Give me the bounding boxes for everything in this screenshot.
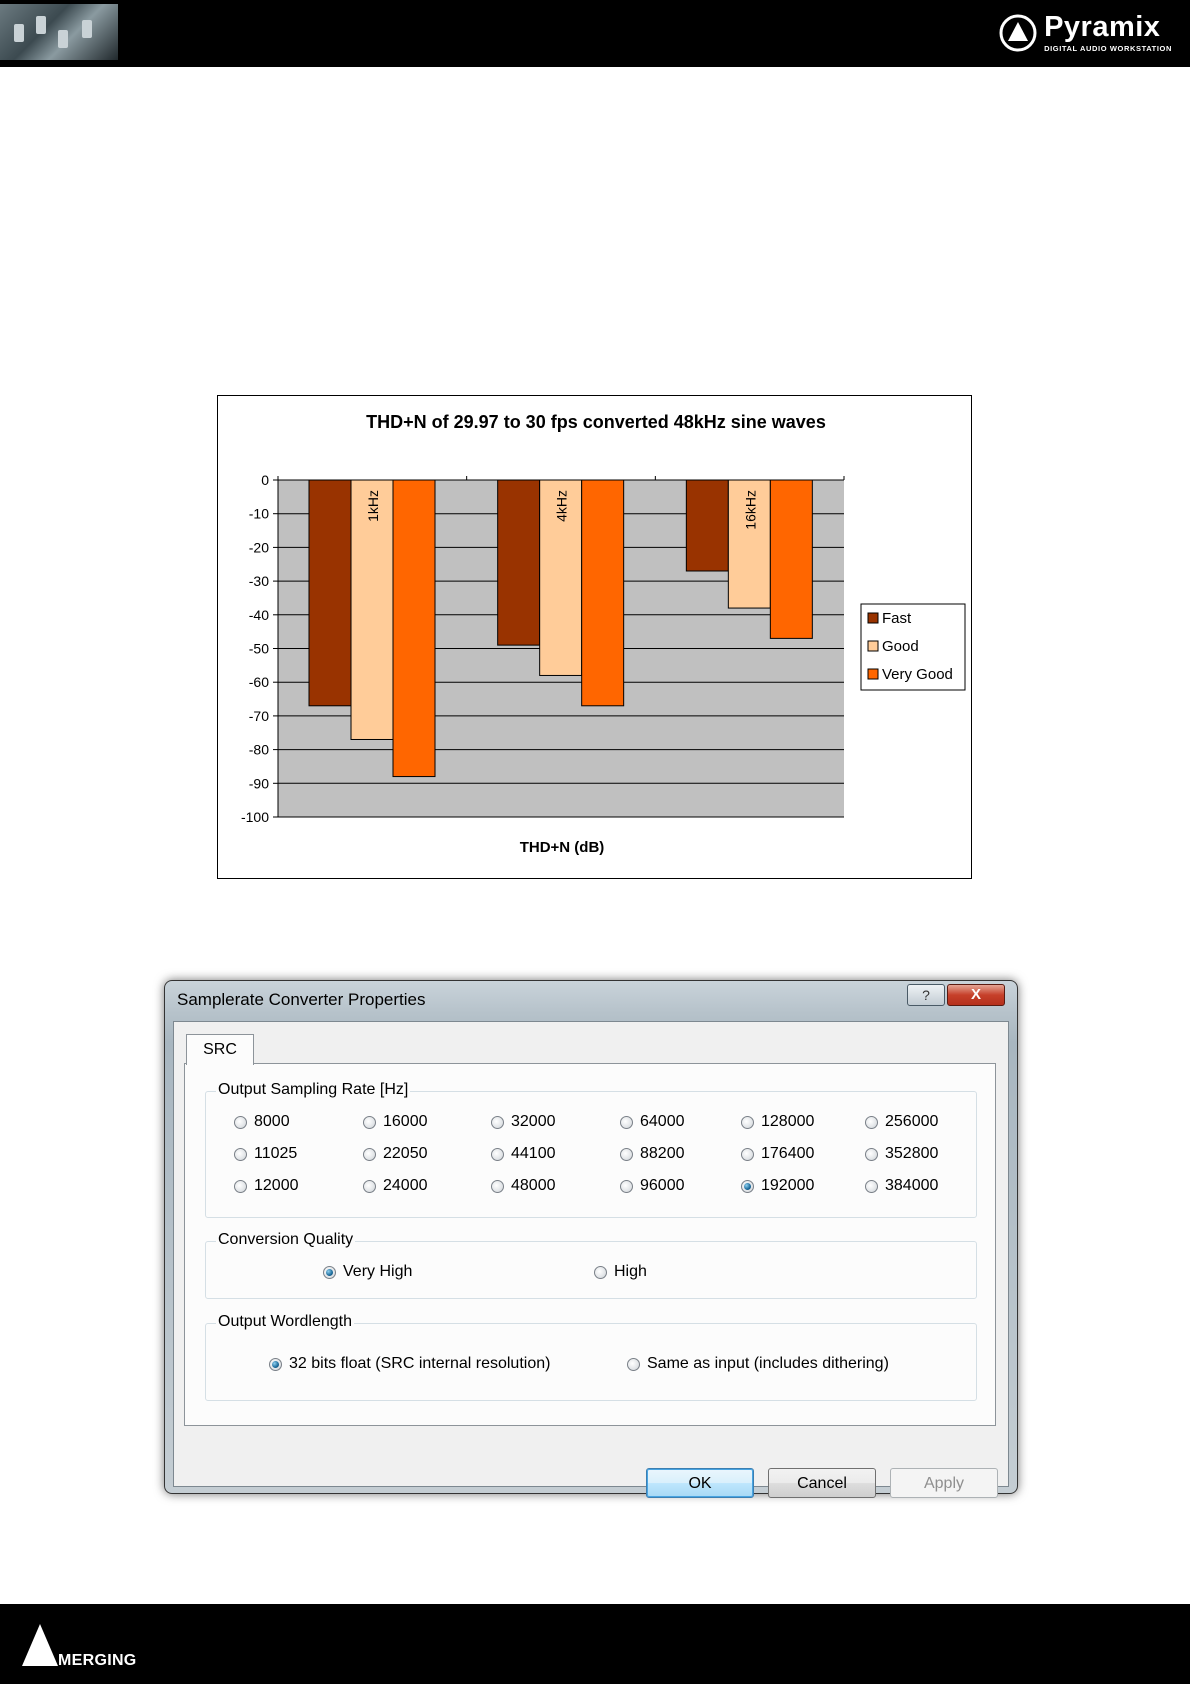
radio-label: 22050 xyxy=(383,1145,428,1162)
cancel-button[interactable]: Cancel xyxy=(768,1468,876,1498)
radio-wordlength-same-as-input[interactable] xyxy=(627,1355,889,1373)
company-name: MERGING xyxy=(58,1652,137,1669)
conversion-quality-group-label: Conversion Quality xyxy=(218,1231,354,1248)
radio-rate-24000[interactable] xyxy=(363,1177,428,1195)
radio-rate-352800[interactable] xyxy=(865,1145,938,1163)
radio-label: 192000 xyxy=(761,1177,815,1194)
chart-legend xyxy=(861,604,965,690)
radio-label: 64000 xyxy=(640,1113,685,1130)
radio-button-icon[interactable] xyxy=(234,1180,247,1193)
radio-label: 176400 xyxy=(761,1145,815,1162)
mixing-console-image xyxy=(0,4,118,60)
radio-rate-192000[interactable] xyxy=(741,1177,814,1195)
radio-button-icon[interactable] xyxy=(594,1266,607,1279)
thd-chart xyxy=(217,395,972,879)
radio-label: 384000 xyxy=(885,1177,939,1194)
radio-button-icon[interactable] xyxy=(234,1148,247,1161)
radio-label: Same as input (includes dithering) xyxy=(647,1355,889,1372)
legend-swatch xyxy=(868,613,878,623)
brand-name: Pyramix xyxy=(1044,11,1161,43)
radio-label: 32000 xyxy=(511,1113,556,1130)
y-tick-label: 0 xyxy=(261,472,269,488)
radio-label: 11025 xyxy=(254,1145,298,1162)
radio-rate-96000[interactable] xyxy=(620,1177,685,1195)
radio-rate-16000[interactable] xyxy=(363,1113,428,1131)
pyramix-logo xyxy=(998,10,1172,56)
radio-button-icon[interactable] xyxy=(323,1266,336,1279)
close-button[interactable]: X xyxy=(947,984,1005,1006)
dialog-title: Samplerate Converter Properties xyxy=(177,990,426,1009)
bar xyxy=(770,480,812,638)
radio-label: 128000 xyxy=(761,1113,815,1130)
radio-button-icon[interactable] xyxy=(234,1116,247,1129)
y-tick-label: -90 xyxy=(248,775,269,792)
legend-entry: Good xyxy=(882,638,919,655)
radio-button-icon[interactable] xyxy=(620,1180,633,1193)
radio-button-icon[interactable] xyxy=(269,1358,282,1371)
y-tick-label: -30 xyxy=(248,573,269,590)
sampling-rate-group xyxy=(205,1081,977,1218)
plot-area xyxy=(241,472,844,825)
legend-swatch xyxy=(868,669,878,679)
category-label: 1kHz xyxy=(365,490,381,522)
bar xyxy=(309,480,351,706)
radio-rate-44100[interactable] xyxy=(491,1145,556,1163)
radio-quality-very-high[interactable] xyxy=(323,1263,412,1281)
chart-svg xyxy=(218,396,970,877)
sampling-rate-group-label: Output Sampling Rate [Hz] xyxy=(218,1081,409,1098)
radio-wordlength-32-bit-float[interactable] xyxy=(269,1355,550,1373)
radio-button-icon[interactable] xyxy=(363,1116,376,1129)
radio-label: 256000 xyxy=(885,1113,939,1130)
radio-rate-384000[interactable] xyxy=(865,1177,938,1195)
radio-rate-64000[interactable] xyxy=(620,1113,685,1131)
radio-label: High xyxy=(614,1263,647,1280)
brand-subtitle: DIGITAL AUDIO WORKSTATION xyxy=(1044,44,1172,53)
radio-rate-32000[interactable] xyxy=(491,1113,556,1131)
radio-rate-11025[interactable] xyxy=(234,1145,297,1163)
radio-quality-high[interactable] xyxy=(594,1263,647,1281)
radio-button-icon[interactable] xyxy=(620,1116,633,1129)
bar xyxy=(498,480,540,645)
radio-button-icon[interactable] xyxy=(491,1180,504,1193)
radio-button-icon[interactable] xyxy=(491,1116,504,1129)
radio-rate-256000[interactable] xyxy=(865,1113,938,1131)
x-axis-label: THD+N (dB) xyxy=(519,839,605,856)
radio-button-icon[interactable] xyxy=(491,1148,504,1161)
src-tab-panel xyxy=(184,1063,996,1426)
bar xyxy=(582,480,624,706)
y-tick-label: -10 xyxy=(248,505,269,522)
output-wordlength-group-label: Output Wordlength xyxy=(218,1313,353,1330)
y-tick-label: -100 xyxy=(240,809,269,825)
radio-rate-8000[interactable] xyxy=(234,1113,290,1131)
radio-button-icon[interactable] xyxy=(627,1358,640,1371)
tab-src[interactable]: SRC xyxy=(186,1034,254,1065)
radio-button-icon[interactable] xyxy=(363,1180,376,1193)
help-button[interactable]: ? xyxy=(907,984,945,1006)
y-tick-label: -70 xyxy=(248,707,269,724)
radio-label: 8000 xyxy=(254,1113,290,1130)
category-label: 16kHz xyxy=(742,490,759,530)
page-footer xyxy=(0,1604,1190,1684)
radio-rate-128000[interactable] xyxy=(741,1113,814,1131)
radio-label: 96000 xyxy=(640,1177,685,1194)
radio-label: 12000 xyxy=(254,1177,299,1194)
chart-title: THD+N of 29.97 to 30 fps converted 48kHz sine waves xyxy=(366,412,826,432)
pyramix-logo-icon xyxy=(998,13,1038,53)
radio-rate-88200[interactable] xyxy=(620,1145,685,1163)
radio-label: 44100 xyxy=(511,1145,556,1162)
radio-label: Very High xyxy=(343,1263,413,1280)
radio-rate-12000[interactable] xyxy=(234,1177,299,1195)
legend-entry: Very Good xyxy=(882,666,953,683)
radio-rate-48000[interactable] xyxy=(491,1177,556,1195)
y-tick-label: -60 xyxy=(248,674,269,691)
radio-button-icon[interactable] xyxy=(620,1148,633,1161)
category-label: 4kHz xyxy=(553,490,570,522)
radio-button-icon[interactable] xyxy=(865,1180,878,1193)
bar xyxy=(393,480,435,777)
y-tick-label: -20 xyxy=(248,539,269,556)
samplerate-converter-dialog xyxy=(164,980,1018,1494)
legend-swatch xyxy=(868,641,878,651)
conversion-quality-group xyxy=(205,1231,977,1299)
radio-button-icon[interactable] xyxy=(741,1116,754,1129)
radio-label: 32 bits float (SRC internal resolution) xyxy=(289,1355,551,1372)
legend-entry: Fast xyxy=(882,610,912,627)
radio-label: 352800 xyxy=(885,1145,939,1162)
y-tick-label: -50 xyxy=(248,640,269,657)
output-wordlength-group xyxy=(205,1313,977,1401)
radio-button-icon[interactable] xyxy=(741,1148,754,1161)
radio-button-icon[interactable] xyxy=(865,1148,878,1161)
merging-logo-icon xyxy=(20,1622,60,1668)
bar xyxy=(686,480,728,571)
radio-rate-176400[interactable] xyxy=(741,1145,814,1163)
radio-label: 88200 xyxy=(640,1145,685,1162)
radio-button-icon[interactable] xyxy=(741,1180,754,1193)
apply-button[interactable]: Apply xyxy=(890,1468,998,1498)
y-tick-label: -80 xyxy=(248,741,269,758)
y-tick-label: -40 xyxy=(248,606,269,623)
page-header xyxy=(0,0,1190,67)
radio-label: 16000 xyxy=(383,1113,428,1130)
dialog-body xyxy=(173,1021,1009,1492)
radio-label: 24000 xyxy=(383,1177,428,1194)
radio-button-icon[interactable] xyxy=(865,1116,878,1129)
radio-button-icon[interactable] xyxy=(363,1148,376,1161)
radio-rate-22050[interactable] xyxy=(363,1145,428,1163)
ok-button[interactable]: OK xyxy=(646,1468,754,1498)
radio-label: 48000 xyxy=(511,1177,556,1194)
